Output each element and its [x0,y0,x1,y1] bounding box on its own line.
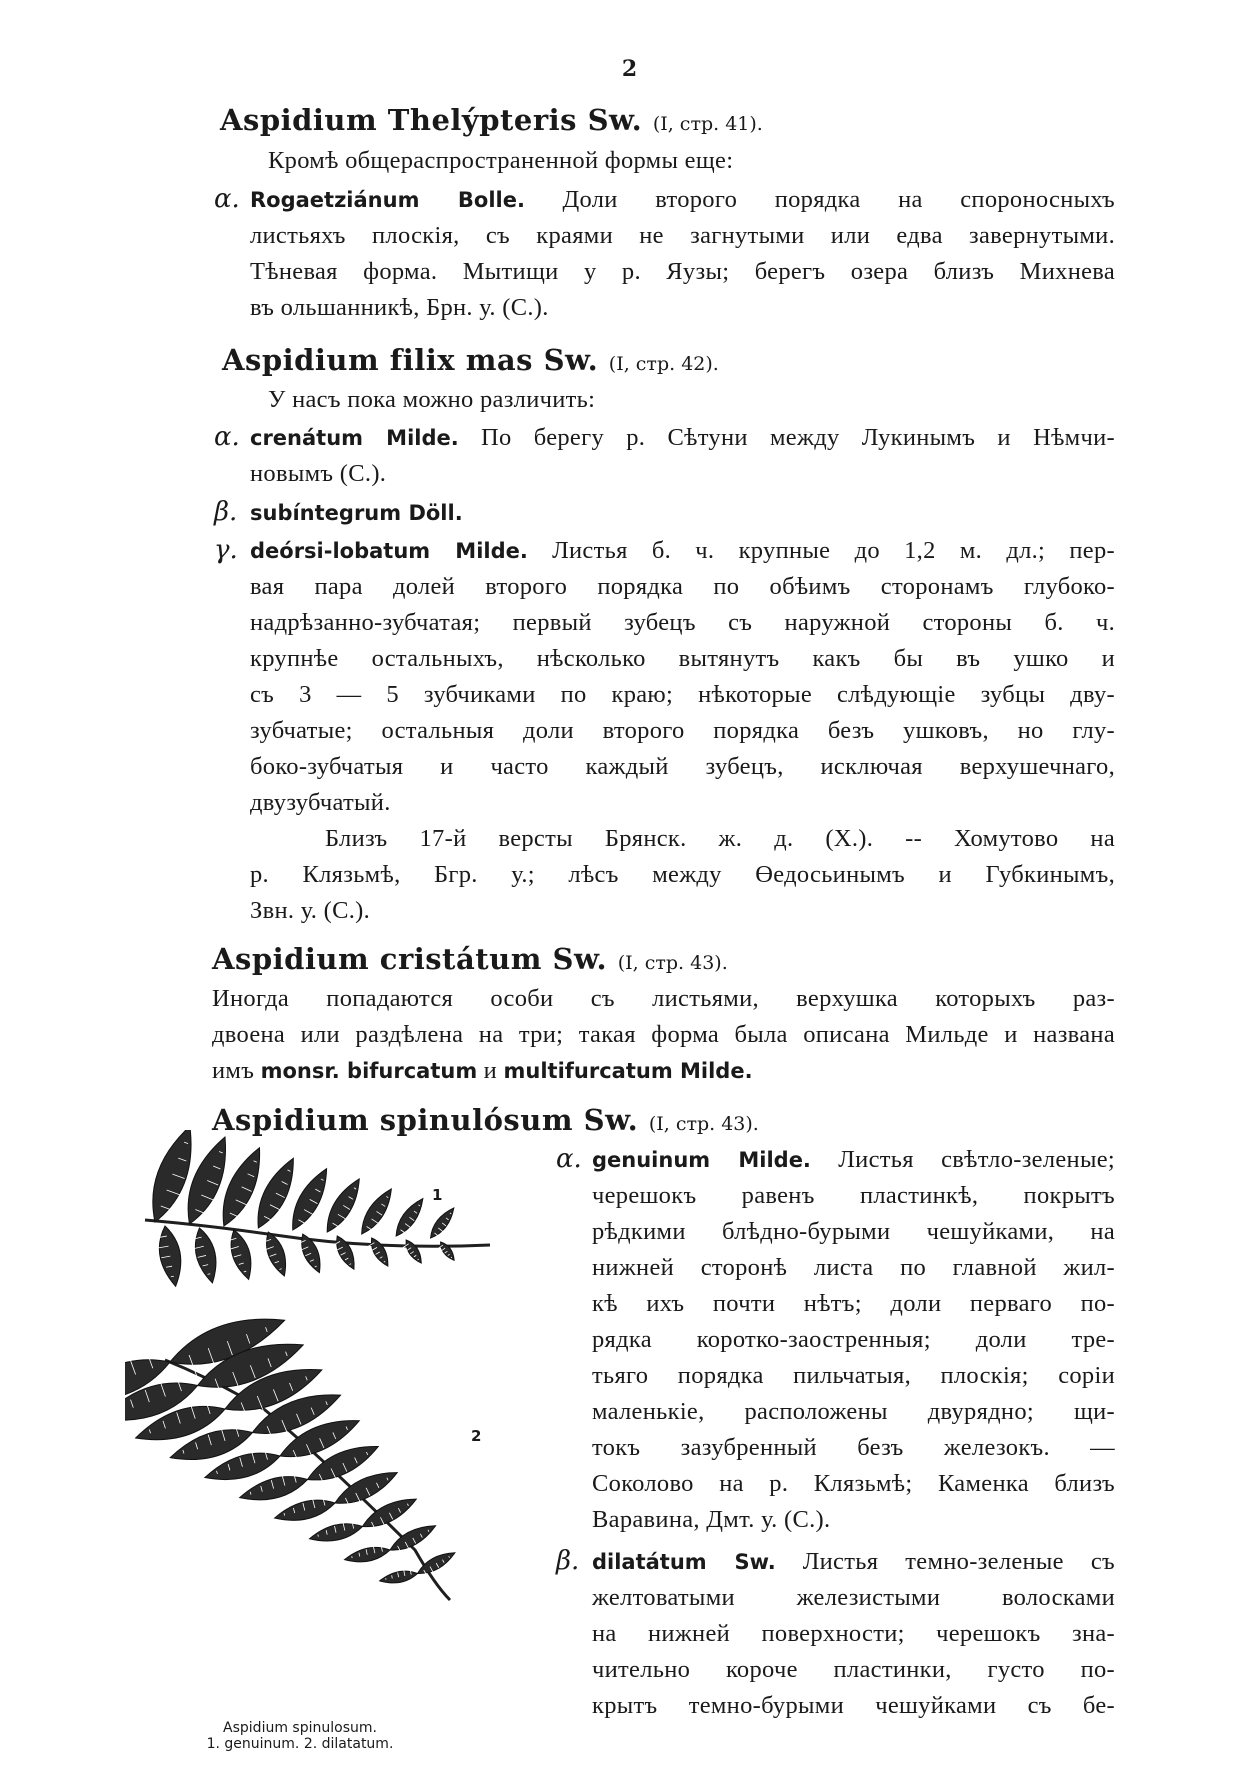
fern-illustration [125,1130,505,1690]
text-run: Листья темно-зеленые съ [802,1548,1115,1575]
variety-name: crenátum Milde. [250,426,459,450]
text-line: Соколово на р. Клязьмѣ; Каменка близъ [592,1470,1115,1497]
species-heading-thelypteris [220,103,763,137]
fern-frond-dilatatum [125,1319,455,1600]
variety-line [250,537,1115,565]
variety-name: deórsi-lobatum Milde. [250,539,528,563]
variety-line [250,186,1115,214]
text-line: р. Клязьмѣ, Бгр. у.; лѣсъ между Өедосьинымъ и Губкинымъ, [250,861,1115,888]
variety-mark-beta: β. [214,497,238,527]
fern-pinna [293,1169,327,1230]
species-heading-filix-mas [222,343,719,377]
text-line: нижней сторонѣ листа по главной жил- [592,1254,1115,1281]
species-reference: (I, стр. 42). [608,353,719,375]
variety-mark-alpha: α. [556,1144,582,1174]
text-run: Листья свѣтло-зеленые; [838,1146,1116,1173]
text-run: и [483,1057,498,1084]
variety-line [250,499,463,527]
text-line: надрѣзанно-зубчатая; первый зубецъ съ наружной стороны б. ч. [250,609,1115,636]
page-number: 2 [621,56,638,82]
text-line: Варавина, Дмт. у. (С.). [592,1506,831,1533]
fern-pinna [153,1130,191,1222]
variety-mark-alpha: α. [214,422,240,452]
fern-pinna [258,1158,293,1228]
species-name: Aspidium cristátum Sw. [212,942,608,976]
text-run: Доли второго порядка на спороносныхъ [562,186,1115,213]
variety-name: Rogaetziánum Bolle. [250,188,525,212]
text-line: рѣдкими блѣдно-бурыми чешуйками, на [592,1218,1115,1245]
intro-text: У насъ пока можно различить: [268,386,596,413]
text-line: крытъ темно-бурыми чешуйками съ бе- [592,1692,1115,1719]
fern-vein [171,1276,174,1277]
text-line: съ 3 — 5 зубчиками по краю; нѣкоторые слѣдующіе зубцы дву- [250,681,1115,708]
text-line: токъ зазубренный безъ железокъ. — [592,1434,1115,1461]
species-name: Aspidium filix mas Sw. [222,343,599,377]
variety-name: genuinum Milde. [592,1148,811,1172]
variety-name: dilatátum Sw. [592,1550,776,1574]
text-line: чительно короче пластинки, густо по- [592,1656,1115,1683]
text-run: По берегу р. Сѣтуни между Лукинымъ и Нѣмчи- [480,424,1115,451]
text-line: маленькіе, расположены двурядно; щи- [592,1398,1115,1425]
text-line: рядка коротко-заостренныя; доли тре- [592,1326,1115,1353]
variety-line [592,1548,1115,1576]
text-line: кѣ ихъ почти нѣтъ; доли перваго по- [592,1290,1115,1317]
text-line: желтоватыми железистыми волосками [592,1584,1115,1611]
variety-name: subíntegrum Döll. [250,501,463,525]
species-reference: (I, стр. 43). [617,952,728,974]
text-line: Звн. у. (С.). [250,897,371,924]
text-line: черешокъ равенъ пластинкѣ, покрытъ [592,1182,1115,1209]
figure-number-2: 2 [471,1427,482,1445]
variety-name: multifurcatum Milde. [503,1059,753,1083]
figure-number-1: 1 [432,1186,443,1204]
intro-text: Кромѣ общераспространенной формы еще: [268,147,734,174]
text-line: зубчатые; остальныя доли второго порядка безъ ушковъ, но глу- [250,717,1115,744]
variety-mark-gamma: γ. [214,535,238,565]
fern-pinna [396,1199,423,1236]
text-line: въ ольшанникѣ, Брн. у. (С.). [250,294,549,321]
species-heading-cristatum [212,942,728,976]
text-line: двузубчатый. [250,789,391,816]
text-line: вая пара долей второго порядка по обѣимъ сторонамъ глубоко- [250,573,1115,600]
fern-vein [451,1257,452,1258]
fern-pinna [431,1208,454,1238]
text-run: имъ [212,1057,255,1084]
species-reference: (I, стр. 41). [652,113,763,135]
caption-line: Aspidium spinulosum. [223,1720,377,1736]
caption-line: 1. genuinum. 2. dilatatum. [206,1736,394,1752]
fern-frond-genuinum [145,1130,490,1286]
text-line: Близъ 17-й версты Брянск. ж. д. (X.). -- Хомутово на [325,825,1115,852]
text-line: Тѣневая форма. Мытищи у р. Яузы; берегъ озера близъ Михнева [250,258,1115,285]
text-line [212,1057,753,1085]
text-line: листьяхъ плоскія, съ краями не загнутыми или едва завернутыми. [250,222,1115,249]
variety-line [592,1146,1115,1174]
figure-caption [135,1720,465,1752]
fern-pinna [327,1179,359,1232]
variety-line [250,424,1115,452]
fern-pinna [188,1137,225,1224]
text-run: Листья б. ч. крупные до 1,2 м. дл.; пер- [552,537,1115,564]
text-line: новымъ (С.). [250,460,387,487]
species-name: Aspidium spinulósum Sw. [212,1103,639,1137]
text-line: тьяго порядка пильчатыя, плоскія; соріи [592,1362,1115,1389]
species-reference: (I, стр. 43). [648,1113,759,1135]
variety-name: monsr. bifurcatum [260,1059,478,1083]
variety-mark-alpha: α. [214,184,240,214]
text-line: крупнѣе остальныхъ, нѣсколько вытянутъ какъ бы въ ушко и [250,645,1115,672]
text-line: Иногда попадаются особи съ листьями, верхушка которыхъ раз- [212,985,1115,1012]
text-line: двоена или раздѣлена на три; такая форма была описана Мильде и названа [212,1021,1115,1048]
species-name: Aspidium Thelýpteris Sw. [220,103,643,137]
variety-mark-beta: β. [556,1546,580,1576]
fern-pinna [223,1148,259,1226]
fern-vein [318,1534,319,1536]
text-line: на нижней поверхности; черешокъ зна- [592,1620,1115,1647]
text-line: боко-зубчатыя и часто каждый зубецъ, исключая верхушечнаго, [250,753,1115,780]
